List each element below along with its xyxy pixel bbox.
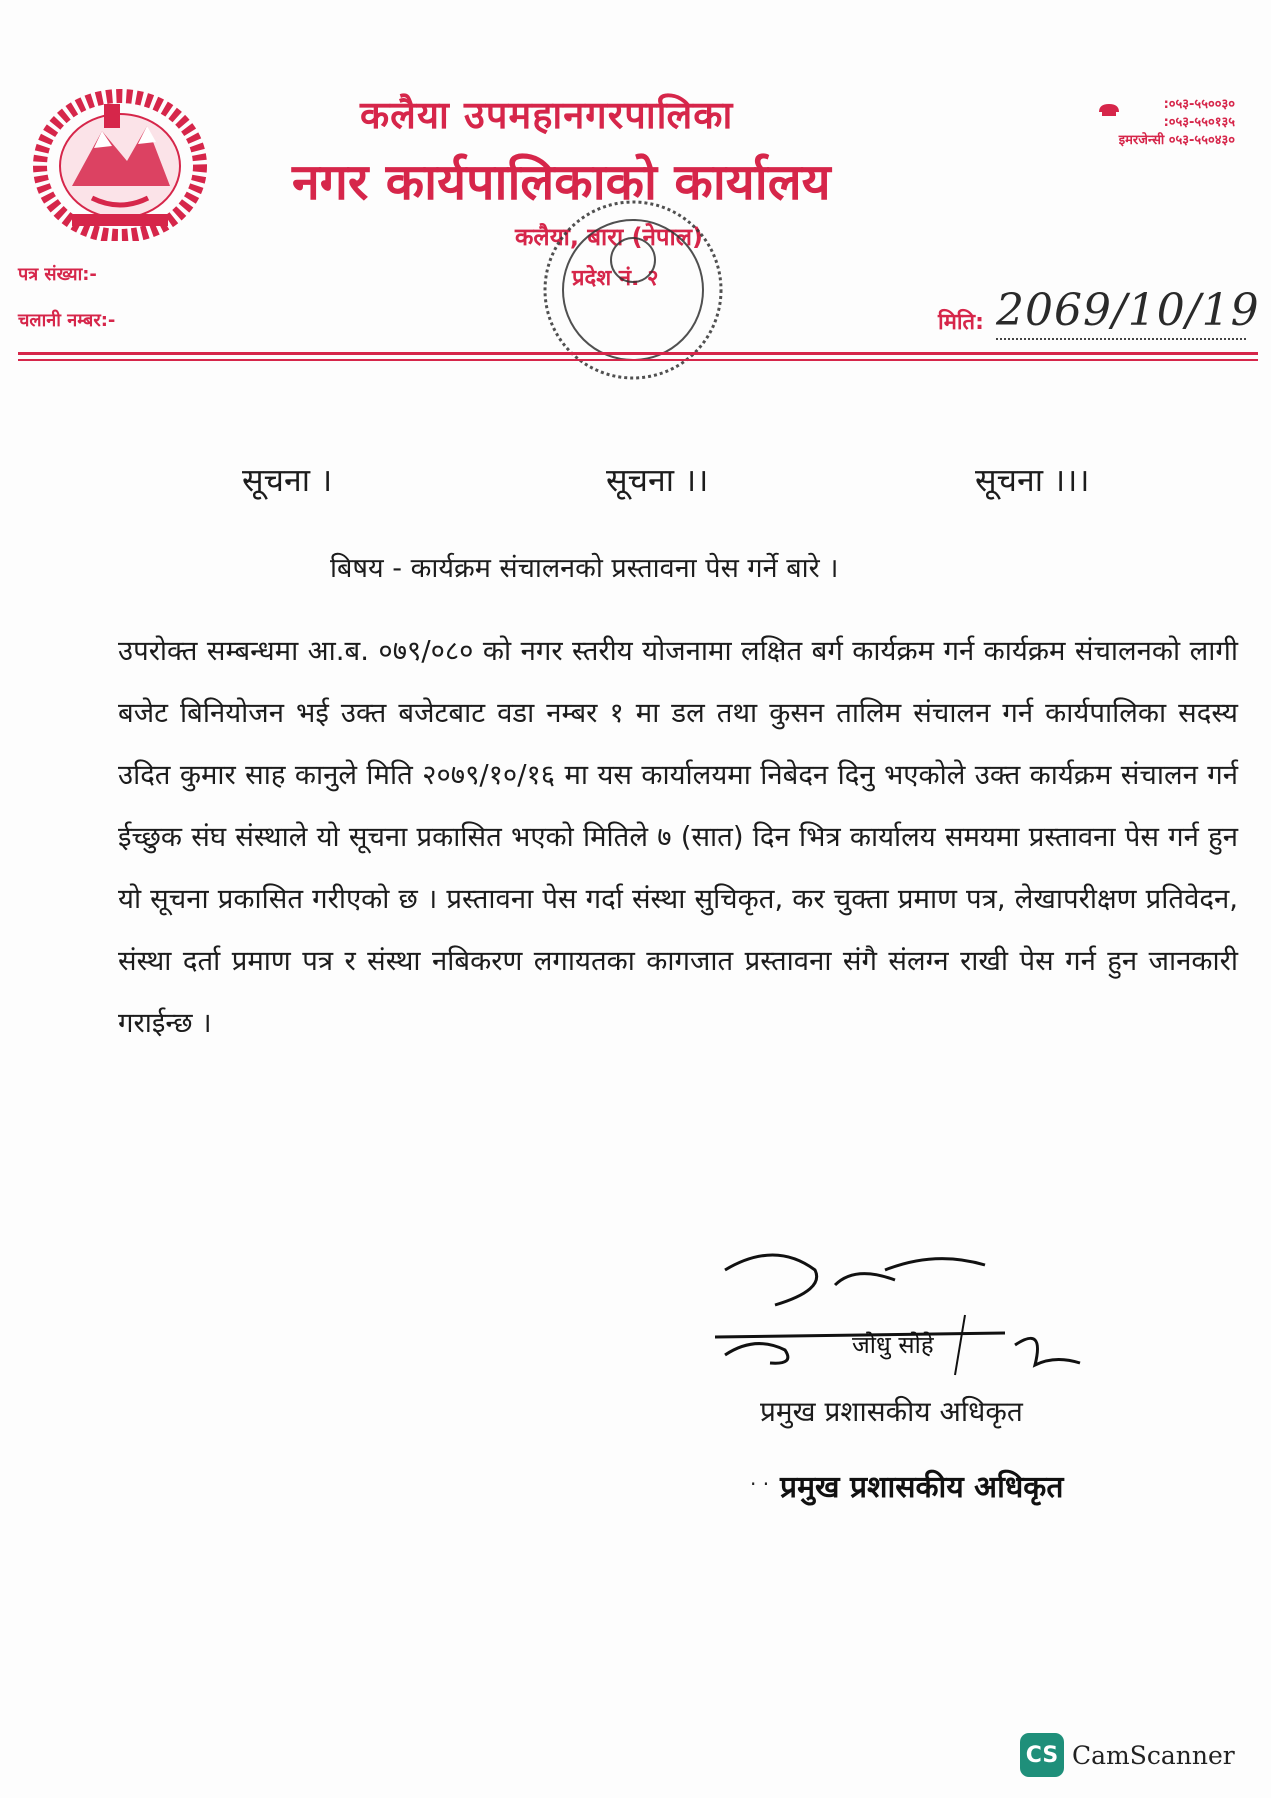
office-address: कलैया, बारा (नेपाल) bbox=[515, 223, 703, 251]
office-name: नगर कार्यपालिकाको कार्यालय bbox=[292, 153, 831, 211]
ref-number-label: पत्र संख्या:- bbox=[18, 264, 97, 285]
contact-emergency: इमरजेन्सी ०५३-५५०४३० bbox=[1118, 133, 1235, 148]
date-value: 2069/10/19 bbox=[996, 285, 1260, 336]
contact-phone-1: :०५३-५५००३० bbox=[1163, 97, 1235, 112]
dispatch-number-label: चलानी नम्बर:- bbox=[18, 310, 116, 331]
header-rule-thin bbox=[18, 359, 1258, 361]
seal-prefix-dots: · · bbox=[750, 1472, 770, 1496]
contact-numbers bbox=[1060, 96, 1235, 150]
signatory-designation: प्रमुख प्रशासकीय अधिकृत bbox=[760, 1395, 1023, 1428]
date-underline bbox=[996, 338, 1246, 340]
notice-subject: बिषय - कार्यक्रम संचालनको प्रस्तावना पेस गर्ने बारे । bbox=[330, 553, 839, 584]
nepal-emblem-icon bbox=[32, 86, 208, 241]
camscanner-label: CamScanner bbox=[1072, 1741, 1235, 1770]
notice-heading-1: सूचना । bbox=[242, 461, 333, 499]
municipality-name: कलैया उपमहानगरपालिका bbox=[360, 93, 734, 137]
designation-seal: प्रमुख प्रशासकीय अधिकृत bbox=[780, 1470, 1064, 1505]
camscanner-logo-icon: CS bbox=[1020, 1733, 1064, 1777]
province-name: प्रदेश नं. २ bbox=[572, 266, 659, 291]
notice-heading-3: सूचना ।।। bbox=[975, 461, 1090, 499]
contact-phone-2: :०५३-५५०१३५ bbox=[1163, 115, 1235, 130]
header-rule bbox=[18, 352, 1258, 355]
notice-heading-2: सूचना ।। bbox=[606, 461, 709, 499]
notice-body: उपरोक्त सम्बन्धमा आ.ब. ०७९/०८० को नगर स्तरीय योजनामा लक्षित बर्ग कार्यक्रम गर्न कार्यक्रम संचालनको लागी बजेट बिनियोजन भई उक्त बजेटबाट वडा नम्बर १ मा डल तथा कुसन तालिम संचालन गर्न कार्यपालिका सदस्य उदित कुमार साह कानुले मिति २०७९/१०/१६ मा यस कार्यालयमा निबेदन दिनु भएकोले उक्त कार्यक्रम संचालन गर्न ईच्छुक संघ संस्थाले यो सूचना प्रकासित भएको मितिले ७ (सात) दिन भित्र कार्यालय समयमा प्रस्तावना पेस गर्न हुन यो सूचना प्रकासित गरीएको छ । प्रस्तावना पेस गर्दा संस्था सुचिकृत, कर चुक्ता प्रमाण पत्र, लेखापरीक्षण प्रतिवेदन, संस्था दर्ता प्रमाण पत्र र संस्था नबिकरण लगायतका कागजात प्रस्तावना संगै संलग्न राखी पेस गर्न हुन जानकारी गराईन्छ । bbox=[118, 635, 1238, 1039]
date-label: मिति: bbox=[938, 310, 984, 335]
signed-name: जोधु सोहे bbox=[852, 1331, 934, 1359]
